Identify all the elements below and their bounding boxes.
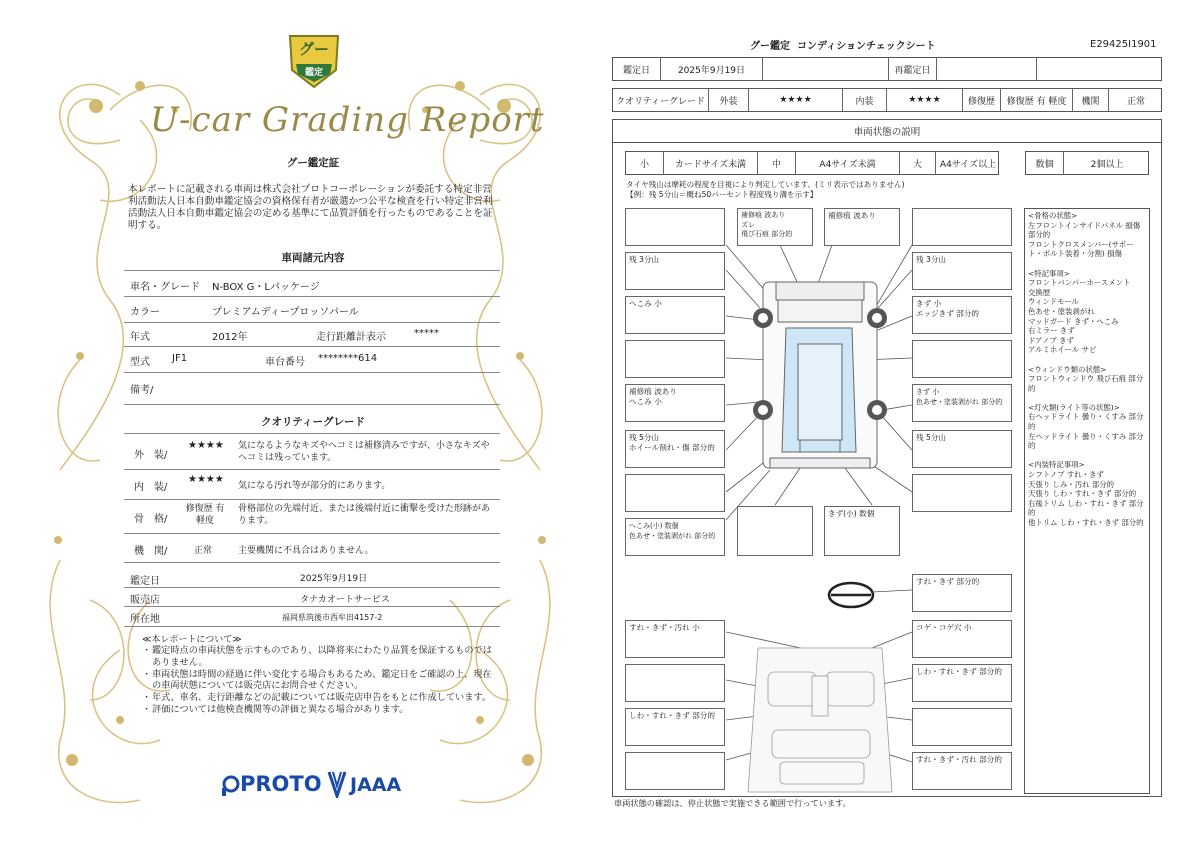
- tire-note-1: タイヤ残山は摩耗の程度を目視により判定しています。(ミリ表示ではありません): [626, 180, 905, 189]
- engine-desc: 主要機関に不具合はありません。: [238, 546, 374, 556]
- ext-box-right-fender: きず 小 エッジきず 部分的: [912, 296, 1012, 334]
- int-box-burn: コゲ・コゲ穴 小: [912, 620, 1012, 658]
- ext-box-left-rear-door: 補修痕 波あり へこみ 小: [625, 384, 725, 422]
- ext-box-rear-right-tire: 残 5分山: [912, 430, 1012, 468]
- model-label: 型式: [130, 357, 150, 368]
- size-large-desc: A4サイズ以上: [939, 159, 997, 170]
- ext-box-rear-left: へこみ(小) 数個 色あせ・塗装剥がれ 部分的: [625, 518, 725, 556]
- int-box-rear-seat: すれ・きず・汚れ 部分的: [912, 752, 1012, 790]
- dealer-value: タナカオートサービス: [300, 595, 390, 605]
- ext-box-right-rear-door: きず 小 色あせ・塗装剥がれ 部分的: [912, 384, 1012, 422]
- size-small-desc: カードサイズ未満: [664, 152, 758, 174]
- ext-box-front-bumper: 補修痕 波あり ズレ 飛び石痕 部分的: [737, 208, 813, 246]
- badge-top-text: グー: [298, 40, 329, 58]
- mileage-value: *****: [414, 328, 439, 339]
- jaaa-logo: JAAA: [350, 774, 402, 796]
- notice-item: ・ 車両状態は時間の経過に伴い変化する場合もあるため、鑑定日をご確認の上、現在の車両状態については販売店にお問合せください。: [142, 668, 492, 692]
- frame-desc: 骨格部位の先端付近、または後端付近に衝撃を受けた形跡があります。: [238, 504, 491, 526]
- address-value: 福岡県筑後市西牟田4157-2: [282, 613, 383, 622]
- size-small: 小: [626, 152, 664, 174]
- proto-logo-icon: [222, 774, 240, 796]
- quality-heading: クオリティーグレード: [261, 416, 365, 428]
- size-mid-desc: A4サイズ未満: [796, 152, 900, 174]
- dealer-label: 販売店: [130, 595, 160, 606]
- side-notes-box: [1024, 208, 1150, 794]
- notice-item: ・ 鑑定時点の車両状態を示すものであり、以降将来にわたり品質を保証するものではありません。: [142, 645, 492, 668]
- interior-diagram: [748, 648, 892, 792]
- engine-grade: 正常: [194, 546, 213, 556]
- exterior-value: ★★★★: [749, 89, 843, 111]
- notice-item: ・ 年式、車名、走行距離などの記載については販売店申告をもとに作成しています。: [142, 692, 492, 704]
- interior-label: 内装: [843, 89, 887, 111]
- frame-label: 骨 格/: [134, 514, 168, 525]
- side-notes-text: <骨格の状態> 左フロントインサイドパネル 損傷 部分的 フロントクロスメンバー(サポート・ボルト装着・分割) 損傷 <特記事項> フロントバンパーホースメント 交換歴 ウィンドモール 色あせ・塗装剥がれ マッドガード きず・へこみ 右ミラー きず ドアノブ きず アルミホイール サビ <ウィンドウ類の状態> フロントウィンドウ 飛び石痕 部分的 <灯火類(ライト等の状態)> 右ヘッドライト 曇り・くすみ 部分的 左ヘッドライト 曇り・くすみ 部分的 <内装特記事項> シフトノブ すれ・きず 天張り しみ・汚れ 部分的 天張り しわ・すれ・きず 部分的 右後トリム しわ・すれ・きず 部分的 他トリム しわ・すれ・きず 部分的: [1028, 211, 1144, 527]
- model-value: JF1: [172, 353, 188, 364]
- sheet-title: グー鑑定 コンディションチェックシート: [750, 41, 936, 52]
- ext-box-rear-left-tire: 残 5分山 ホイール削れ・傷 部分的: [625, 430, 725, 468]
- appraisal-date-label: 鑑定日: [130, 576, 160, 587]
- notice-heading: ≪本レポートについて≫: [142, 635, 242, 645]
- count-desc: 2個以上: [1090, 159, 1124, 170]
- exterior-grade: ★★★★: [188, 440, 224, 451]
- int-box: [625, 752, 725, 790]
- notice-list: [142, 645, 492, 716]
- int-box-ceiling: すれ・きず・汚れ 小: [625, 620, 725, 658]
- exterior-desc: 気になるようなキズやヘコミは補修済みですが、小さなキズやヘコミは残っています。: [238, 441, 490, 463]
- ext-box: [625, 474, 725, 512]
- chassis-label: 車台番号: [265, 357, 305, 368]
- ext-box-front-left-tire: 残 3分山: [625, 252, 725, 290]
- engine-label: 機 関/: [134, 546, 168, 557]
- year-value: 2012年: [212, 332, 248, 343]
- jaaa-logo-icon: [327, 770, 347, 798]
- report-title: U-car Grading Report: [150, 100, 545, 140]
- color-value: プレミアムディープロッソパール: [212, 307, 359, 318]
- ext-box: [912, 474, 1012, 512]
- proto-logo: PROTO: [240, 772, 322, 796]
- notes-label: 備考/: [130, 385, 154, 396]
- badge-bottom-text: 鑑定: [304, 68, 323, 78]
- ext-box-front-right-tire: 残 3分山: [912, 252, 1012, 290]
- steering-wheel-icon: [829, 583, 873, 607]
- notice-item: ・ 評価については他検査機関等の評価と異なる場合があります。: [142, 703, 409, 715]
- sheet-footer: 車両状態の確認は、停止状態で実施できる範囲で行っています。: [614, 798, 851, 808]
- ext-box: [625, 208, 725, 246]
- reappraisal-label: 再鑑定日: [889, 58, 937, 80]
- sheet-id: E29425I1901: [1090, 39, 1157, 50]
- int-box-right-seat: しわ・すれ・きず 部分的: [912, 664, 1012, 702]
- car-name-value: N-BOX G・Lパッケージ: [212, 282, 320, 293]
- repair-label: 修復歴: [963, 89, 1001, 111]
- engine-label: 機関: [1073, 89, 1109, 111]
- cert-heading: グー鑑定証: [286, 157, 340, 169]
- ext-box-rear-bumper: きず(小) 数個: [824, 506, 900, 556]
- ext-box: [912, 340, 1012, 378]
- color-label: カラー: [130, 307, 160, 318]
- date-label: 鑑定日: [613, 58, 661, 80]
- repair-value: 修復歴 有 軽度: [1001, 89, 1073, 111]
- ext-box-left-fender: へこみ 小: [625, 296, 725, 334]
- int-box-steering: すれ・きず 部分的: [912, 574, 1012, 612]
- exterior-label: 外 装/: [134, 450, 168, 461]
- goo-appraisal-badge: [286, 30, 342, 90]
- size-large: 大: [900, 152, 936, 174]
- ext-box: [912, 208, 1012, 246]
- count-label: 数個: [1026, 152, 1064, 174]
- address-label: 所在地: [130, 614, 160, 625]
- year-label: 年式: [130, 332, 150, 343]
- ext-box: [625, 340, 725, 378]
- interior-value: ★★★★: [887, 89, 963, 111]
- car-name-label: 車名・グレード: [130, 282, 200, 293]
- engine-value: 正常: [1126, 96, 1145, 107]
- ext-box: [737, 506, 813, 556]
- interior-desc: 気になる汚れ等が部分的にあります。: [238, 481, 391, 491]
- ext-box-hood: 補修痕 波あり: [824, 208, 900, 246]
- condition-heading: 車両状態の説明: [612, 119, 1162, 143]
- cert-text: 本レポートに記載される車両は株式会社プロトコーポレーションが委託する特定非営利活動法人日本自動車鑑定協会の資格保有者が厳選かつ公平な検査を行い特定非営利活動法人日本自動車鑑定協会の定める基準にて品質評価を行ったものであることを証明する。: [128, 184, 493, 231]
- interior-grade: ★★★★: [188, 474, 224, 485]
- quality-grade-label: クオリティーグレード: [613, 89, 709, 111]
- mileage-label: 走行距離計表示: [316, 332, 386, 343]
- condition-sheet: [600, 0, 1200, 848]
- exterior-label: 外装: [709, 89, 749, 111]
- date-value: 2025年9月19日: [661, 58, 763, 80]
- int-box: [912, 708, 1012, 746]
- specs-heading: 車両諸元内容: [281, 252, 345, 264]
- int-box: [625, 664, 725, 702]
- tire-note-2: 【例：残 5分山＝概ね50パーセント程度残り溝を示す】: [626, 190, 818, 199]
- int-box-left-trim: しわ・すれ・きず 部分的: [625, 708, 725, 746]
- appraisal-date-value: 2025年9月19日: [300, 574, 368, 584]
- frame-grade: 修復歴 有 軽度: [185, 504, 225, 526]
- chassis-value: ********614: [318, 353, 378, 364]
- size-mid: 中: [758, 152, 796, 174]
- interior-label: 内 装/: [134, 482, 168, 493]
